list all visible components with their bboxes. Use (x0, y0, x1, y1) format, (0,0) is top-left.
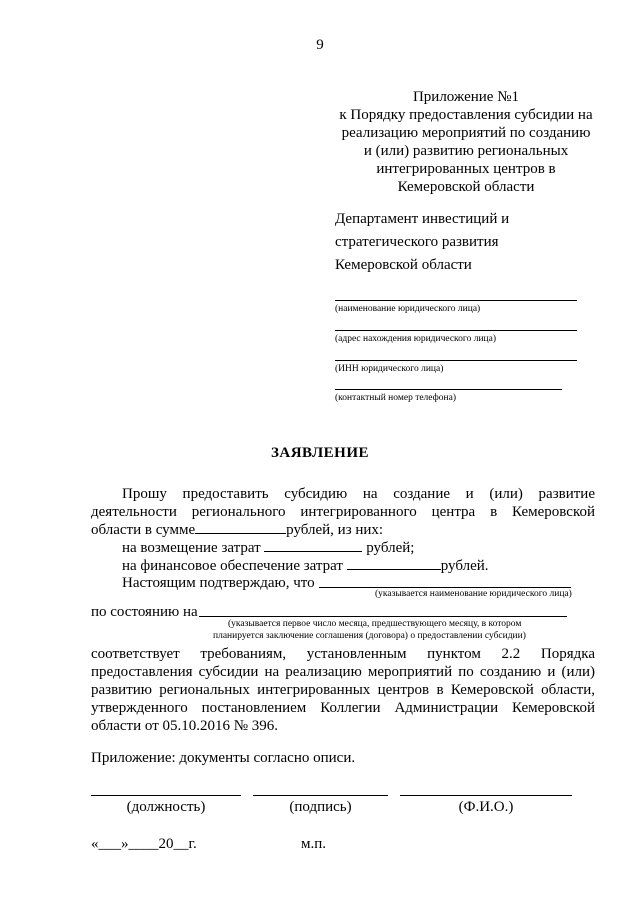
financing-label: на финансовое обеспечение затрат (122, 558, 343, 574)
full-name-caption: (Ф.И.О.) (458, 799, 514, 815)
position-line (91, 795, 241, 796)
addressee-line: Кемеровской области (335, 257, 472, 273)
appendix-line: Приложение №1 (412, 89, 520, 105)
appendix-block (330, 88, 602, 196)
org-name-caption: (наименование юридического лица) (335, 304, 481, 314)
paragraph-text: Прошу предоставить субсидию на создание и (или) развитие (122, 486, 595, 502)
org-name-line (335, 300, 577, 301)
financing-line (122, 557, 489, 575)
document-title: ЗАЯВЛЕНИЕ (270, 445, 370, 461)
as-of-blank (199, 616, 567, 617)
addressee-block (335, 208, 509, 277)
paragraph-2-line-1: соответствует требованиям, установленным пунктом 2.2 Порядка (91, 646, 595, 662)
inn-caption: (ИНН юридического лица) (335, 364, 444, 374)
compensation-blank (264, 539, 362, 552)
compensation-unit: рублей; (366, 540, 415, 556)
compensation-line (122, 539, 414, 557)
financing-unit: рублей. (440, 558, 489, 574)
paragraph-2-line-3: развитию региональных интегрированных центров в Кемеровской области, (91, 682, 595, 698)
addressee-line: Департамент инвестиций и (335, 211, 510, 227)
confirm-line: Настоящим подтверждаю, что (122, 575, 315, 591)
signature-caption: (подпись) (289, 799, 352, 815)
stamp-place: м.п. (301, 836, 327, 852)
paragraph-1-line-2: деятельности регионального интегрированного центра в Кемеровской (91, 504, 595, 520)
appendix-line: Кемеровской области (397, 179, 535, 195)
attachment-note: Приложение: документы согласно описи. (91, 750, 356, 766)
paragraph-2-line-5: области от 05.10.2016 № 396. (91, 718, 279, 734)
phone-caption: (контактный номер телефона) (335, 393, 456, 403)
position-caption: (должность) (126, 799, 206, 815)
appendix-line: реализацию мероприятий по созданию (341, 125, 591, 141)
addressee-line: стратегического развития (335, 234, 499, 250)
page-number: 9 (316, 37, 324, 53)
signature-line (253, 795, 388, 796)
as-of-caption-2: планируется заключение соглашения (договора) о предоставлении субсидии) (213, 631, 526, 641)
inn-line (335, 360, 577, 361)
date-line: «___»____20__г. (91, 836, 197, 852)
org-address-line (335, 330, 577, 331)
paragraph-2-line-2: предоставления субсидии на реализацию мероприятий по созданию и (или) (91, 664, 595, 680)
compensation-label: на возмещение затрат (122, 540, 261, 556)
paragraph-2-line-4: утвержденного постановлением Коллегии Администрации Кемеровской (91, 700, 595, 716)
as-of-caption-1: (указывается первое число месяца, предшествующего месяцу, в котором (228, 619, 522, 629)
amount-label: области в сумме (91, 522, 196, 538)
full-name-line (400, 795, 572, 796)
org-address-caption: (адрес нахождения юридического лица) (335, 334, 496, 344)
appendix-line: и (или) развитию региональных (363, 143, 569, 159)
confirm-caption: (указывается наименование юридического лица) (375, 589, 572, 599)
appendix-line: к Порядку предоставления субсидии на (339, 107, 593, 123)
as-of-label: по состоянию на (91, 604, 198, 620)
appendix-line: интегрированных центров в (376, 161, 556, 177)
amount-blank (195, 521, 286, 534)
phone-line (335, 389, 562, 390)
amount-unit: рублей, из них: (286, 522, 384, 538)
financing-blank (347, 557, 441, 570)
paragraph-1-line-1 (122, 485, 595, 503)
paragraph-1-line-3 (91, 521, 383, 539)
